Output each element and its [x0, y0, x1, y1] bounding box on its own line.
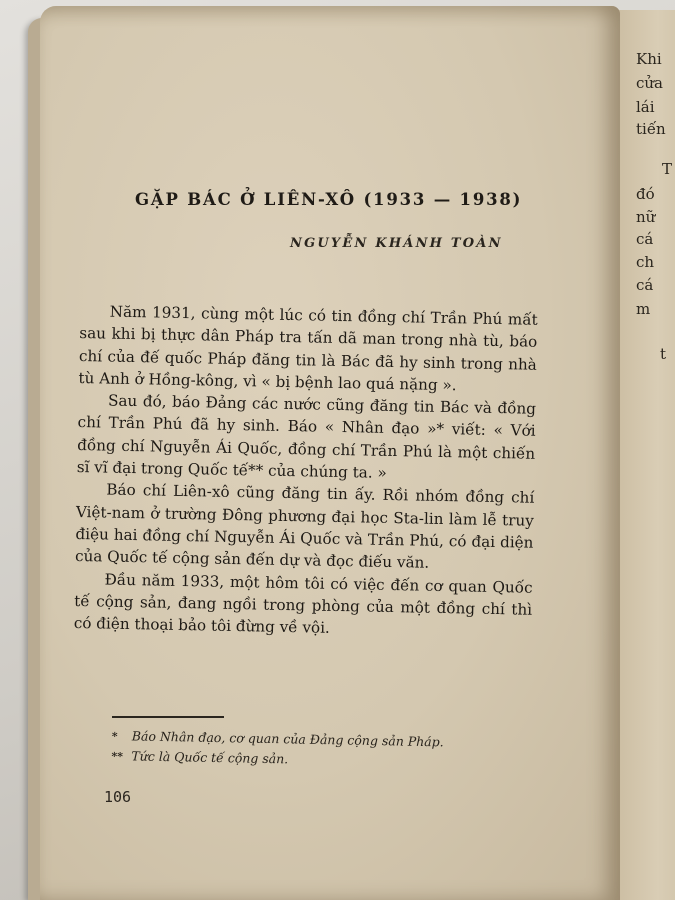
chapter-author: NGUYỄN KHÁNH TOÀN	[290, 236, 503, 251]
paragraph: Báo chí Liên-xô cũng đăng tin ấy. Rồi nhóm đồng chí Việt-nam ở trường Đông phương đại học Sta-lin làm lễ truy điệu hai đồng chí Nguyễn Ái Quốc và Trần Phú, có đại diện của Quốc tế cộng sản đến dự và đọc điếu văn.	[74, 480, 535, 573]
next-page-fragment: nữ	[636, 208, 656, 226]
footnote-mark: **	[111, 749, 124, 764]
paragraph: Sau đó, báo Đảng các nước cũng đăng tin Bác và đồng chí Trần Phú đã hy sinh. Báo « Nhân đạo »* viết: « Với đồng chí Nguyễn Ái Quốc, đồng chí Trần Phú là một chiến sĩ vĩ đại trong Quốc tế** của chúng ta. »	[76, 391, 537, 482]
page-number: 106	[104, 788, 132, 806]
paragraph: Năm 1931, cùng một lúc có tin đồng chí Trần Phú mất sau khi bị thực dân Pháp tra tấn dã man trong nhà tù, báo chí của đế quốc Pháp đăng tin là Bác đã hy sinh trong nhà tù Anh ở Hồng-kông, vì « bị bệnh lao quá nặng ».	[78, 302, 538, 395]
next-page-fragment: Khi	[636, 50, 662, 68]
footnote-text: Tức là Quốc tế cộng sản.	[131, 748, 289, 767]
body-text	[74, 300, 538, 643]
next-page-fragment: T	[662, 160, 673, 178]
next-page-fragment: t	[660, 345, 667, 363]
next-page-fragment: lái	[636, 98, 655, 116]
footnote-divider	[112, 716, 224, 718]
chapter-title: GẶP BÁC Ở LIÊN-XÔ (1933 — 1938)	[135, 190, 523, 209]
paragraph: Đầu năm 1933, một hôm tôi có việc đến cơ quan Quốc tế cộng sản, đang ngồi trong phòng của một đồng chí thì có điện thoại bảo tôi đừng về vội.	[73, 570, 533, 638]
next-page-fragment: m	[636, 300, 651, 318]
next-page-fragment: cá	[636, 276, 654, 294]
next-page-fragment: cửa	[636, 74, 664, 92]
footnotes	[111, 726, 542, 774]
next-page-fragment: tiến	[636, 120, 666, 138]
next-page-fragment: cá	[636, 230, 654, 248]
next-page-fragment: đó	[636, 185, 655, 203]
next-page-fragment: ch	[636, 253, 655, 271]
footnote-text: Báo Nhân đạo, cơ quan của Đảng cộng sản Pháp.	[131, 728, 444, 750]
footnote-mark: *	[111, 729, 118, 744]
